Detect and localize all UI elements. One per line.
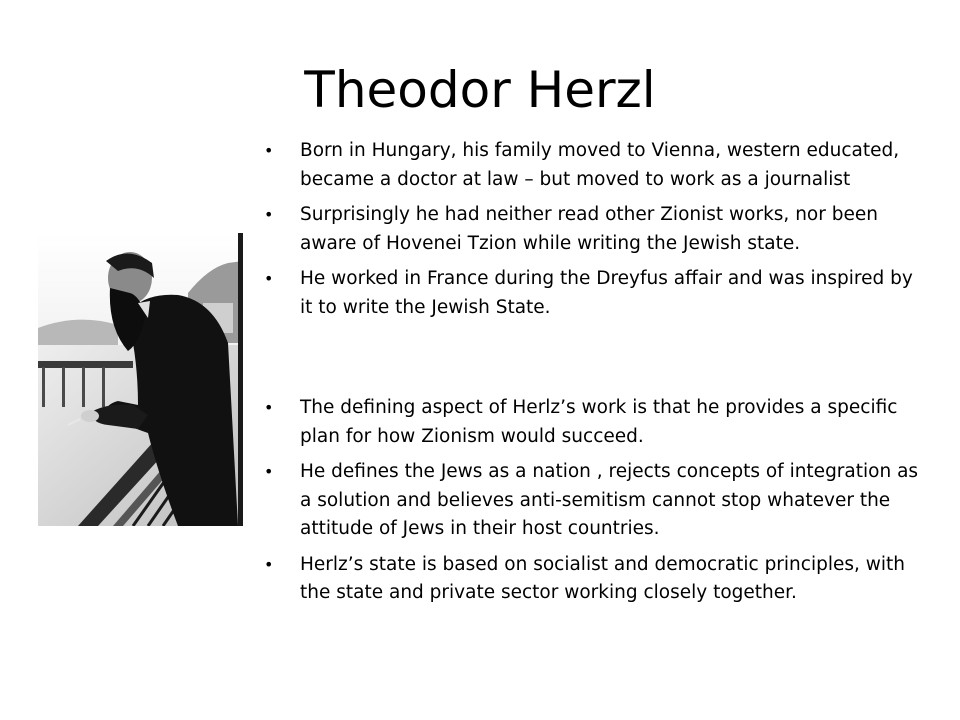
bullet-dot-icon: •	[264, 269, 274, 288]
bullet-dot-icon: •	[264, 398, 274, 417]
bullet-dot-icon: •	[264, 141, 274, 160]
bullet-item	[262, 394, 922, 451]
bullet-item	[262, 458, 922, 544]
bullet-item	[262, 201, 922, 258]
bullet-text: Herlz’s state is based on socialist and democratic principles, with the state and private sector working closely together.	[300, 553, 906, 603]
bullet-item	[262, 551, 922, 608]
bullet-text: Surprisingly he had neither read other Zionist works, nor been aware of Hovenei Tzion while writing the Jewish state.	[300, 204, 878, 254]
slide-title: Theodor Herzl	[304, 61, 656, 119]
portrait-photo	[38, 233, 243, 526]
bullet-list	[262, 137, 922, 608]
bullet-dot-icon: •	[264, 554, 274, 574]
bullet-text: The defining aspect of Herlz’s work is that he provides a specific plan for how Zionism would succeed.	[300, 397, 898, 447]
bullet-dot-icon: •	[264, 462, 274, 481]
bullet-item	[262, 265, 922, 322]
bullet-dot-icon: •	[264, 205, 274, 224]
bullet-text: He defines the Jews as a nation , rejects concepts of integration as a solution and believes anti-semitism cannot stop whatever the attitude of Jews in their host countries.	[300, 461, 919, 539]
bullet-item	[262, 137, 922, 194]
bullet-text: He worked in France during the Dreyfus affair and was inspired by it to write the Jewish State.	[300, 268, 913, 318]
bullet-text: Born in Hungary, his family moved to Vienna, western educated, became a doctor at law – but moved to work as a journalist	[300, 140, 900, 190]
